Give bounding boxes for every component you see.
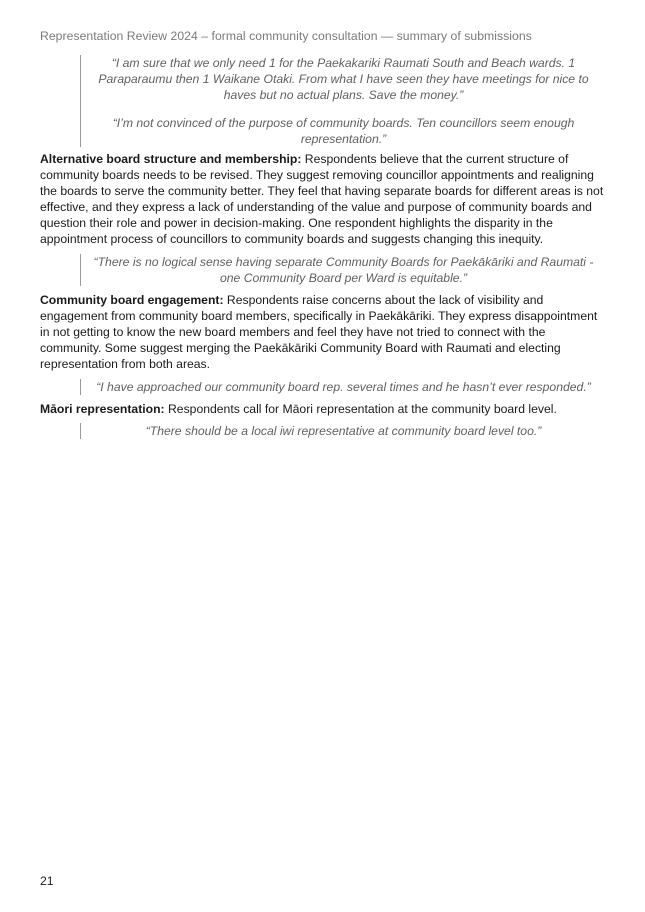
quote-text: “I am sure that we only need 1 for the Paekakariki Raumati South and Beach wards. 1 Paraparaumu then 1 Waikane Otaki. From what I have seen they have meetings for nice to haves but no actual plans. Save the money.”: [98, 56, 589, 102]
section-heading: Alternative board structure and membership:: [40, 152, 302, 166]
quote-text: “There is no logical sense having separate Community Boards for Paekākāriki and Raumati - one Community Board per Ward is equitable.”: [93, 255, 594, 285]
running-header: Representation Review 2024 – formal community consultation — summary of submissions: [40, 29, 532, 43]
quote-block-top: [80, 55, 610, 147]
section-paragraph-board-structure: [40, 151, 610, 247]
quote-block-board-structure: [80, 254, 610, 286]
section-body: Respondents believe that the current structure of community boards needs to be revised. They suggest removing councillor appointments and realigning the boards to serve the community better. They feel that having separate boards for different areas is not effective, and they express a lack of understanding of the value and purpose of community boards and question their role and power in decision-making. One respondent highlights the disparity in the appointment process of councillors to community boards and suggests changing this inequity.: [40, 152, 604, 246]
page-number: 21: [40, 874, 54, 888]
section-paragraph-maori-representation: [40, 401, 610, 417]
section-paragraph-board-engagement: [40, 292, 610, 372]
quote-text: “I’m not convinced of the purpose of community boards. Ten councillors seem enough representation.”: [112, 116, 575, 146]
section-heading: Community board engagement:: [40, 293, 224, 307]
section-heading: Māori representation:: [40, 402, 165, 416]
quote-text: “I have approached our community board rep. several times and he hasn’t ever responded.”: [96, 380, 591, 394]
quote-block-maori-representation: [80, 423, 610, 439]
document-body: [40, 55, 610, 439]
quote-text: “There should be a local iwi representative at community board level too.”: [145, 424, 542, 438]
section-body: Respondents call for Māori representation at the community board level.: [164, 402, 557, 416]
section-body: Respondents raise concerns about the lack of visibility and engagement from community board members, specifically in Paekākāriki. They express disappointment in not getting to know the new board members and feel they have not tried to connect with the community. Some suggest merging the Paekākāriki Community Board with Raumati and electing representation from both areas.: [40, 293, 598, 371]
quote-block-board-engagement: [80, 379, 610, 395]
